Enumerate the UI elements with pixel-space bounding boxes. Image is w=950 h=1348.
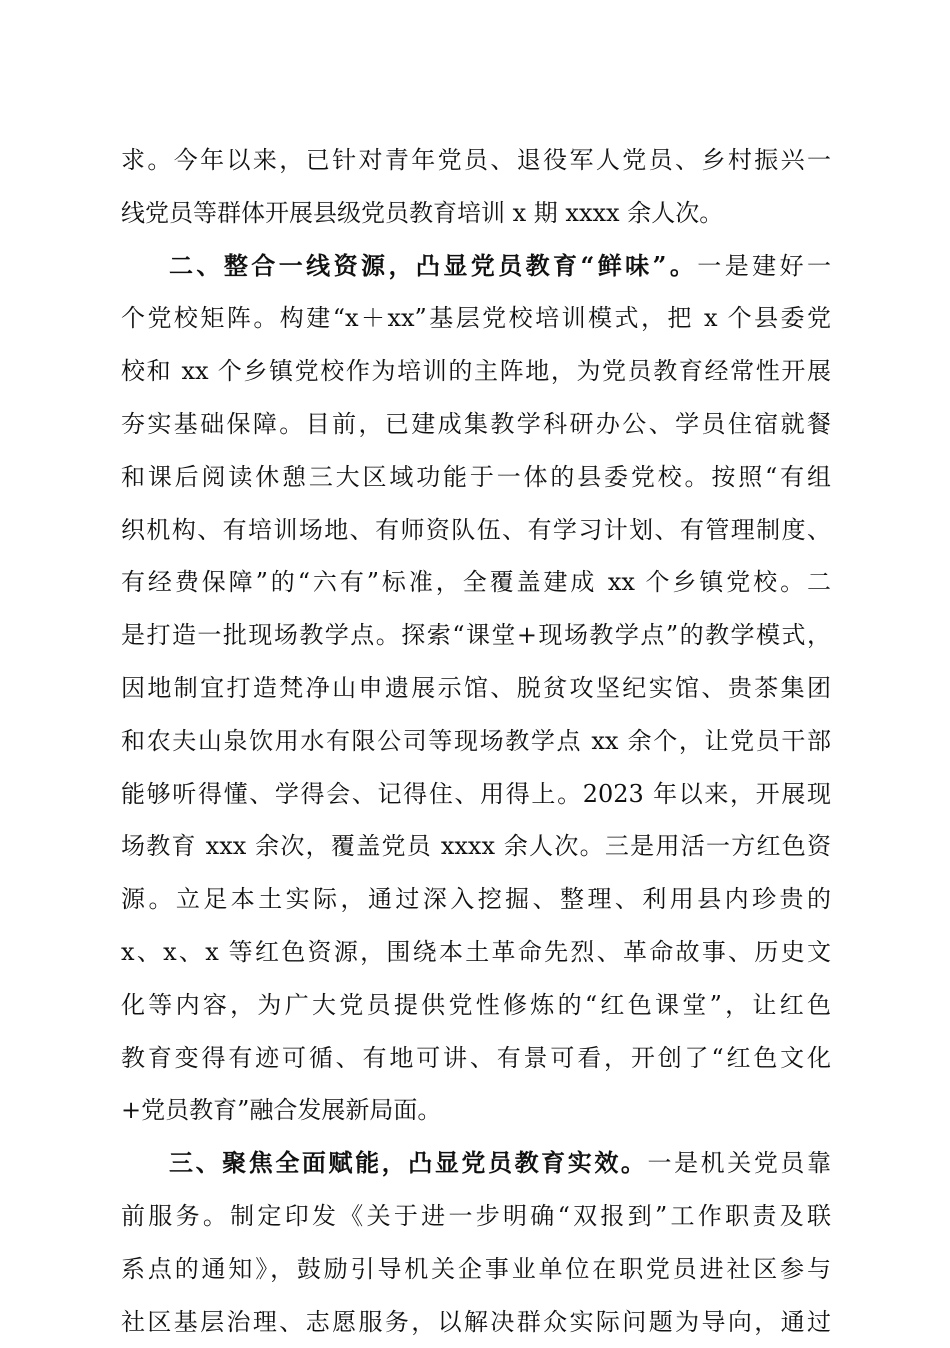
text-line: 求。今年以来，已针对青年党员、退役军人党员、乡村振兴一 [121, 146, 831, 174]
text-line: 系点的通知》，鼓励引导机关企事业单位在职党员进社区参与 [121, 1254, 831, 1283]
section-heading: 二、整合一线资源，凸显党员教育“鲜味”。 [169, 250, 698, 280]
text-line: 有经费保障”的“六有”标准，全覆盖建成 xx 个乡镇党校。二 [121, 568, 831, 597]
text-line: 和课后阅读休憩三大区域功能于一体的县委党校。按照“有组 [121, 462, 831, 491]
paragraph-3 [121, 1137, 831, 1348]
paragraph-2 [121, 240, 831, 1138]
heading-line-text: 一是建好一 [697, 251, 832, 280]
text-line: +党员教育”融合发展新局面。 [121, 1096, 442, 1125]
heading-line [121, 1137, 831, 1190]
text-line: 织机构、有培训场地、有师资队伍、有学习计划、有管理制度、 [121, 515, 831, 544]
text-line: 和农夫山泉饮用水有限公司等现场教学点 xx 余个，让党员干部 [121, 726, 831, 755]
text-line: 源。立足本土实际，通过深入挖掘、整理、利用县内珍贵的 [121, 885, 831, 914]
text-line: 夯实基础保障。目前，已建成集教学科研办公、学员住宿就餐 [121, 409, 831, 438]
text-line: 前服务。制定印发《关于进一步明确“双报到”工作职责及联 [121, 1201, 831, 1230]
heading-line [121, 240, 831, 293]
text-line: 化等内容，为广大党员提供党性修炼的“红色课堂”，让红色 [121, 990, 831, 1019]
document-page [121, 134, 831, 1348]
heading-line-text: 一是机关党员靠 [647, 1149, 831, 1178]
text-line: 个党校矩阵。构建“x＋xx”基层党校培训模式，把 x 个县委党 [121, 304, 831, 333]
section-heading: 三、聚焦全面赋能，凸显党员教育实效。 [169, 1148, 648, 1178]
text-line: 教育变得有迹可循、有地可讲、有景可看，开创了“红色文化 [121, 1043, 831, 1072]
paragraph-1 [121, 134, 831, 240]
text-line: 因地制宜打造梵净山申遗展示馆、脱贫攻坚纪实馆、贵茶集团 [121, 673, 831, 702]
text-line: 校和 xx 个乡镇党校作为培训的主阵地，为党员教育经常性开展 [121, 357, 831, 386]
text-line: x、x、x 等红色资源，围绕本土革命先烈、革命故事、历史文 [121, 937, 831, 966]
text-line: 是打造一批现场教学点。探索“课堂+现场教学点”的教学模式， [121, 621, 831, 650]
text-line: 线党员等群体开展县级党员教育培训 x 期 xxxx 余人次。 [121, 198, 724, 227]
text-line: 能够听得懂、学得会、记得住、用得上。2023 年以来，开展现 [121, 779, 831, 808]
text-line: 社区基层治理、志愿服务，以解决群众实际问题为导向，通过 [121, 1307, 831, 1336]
text-line: 场教育 xxx 余次，覆盖党员 xxxx 余人次。三是用活一方红色资 [121, 832, 831, 861]
